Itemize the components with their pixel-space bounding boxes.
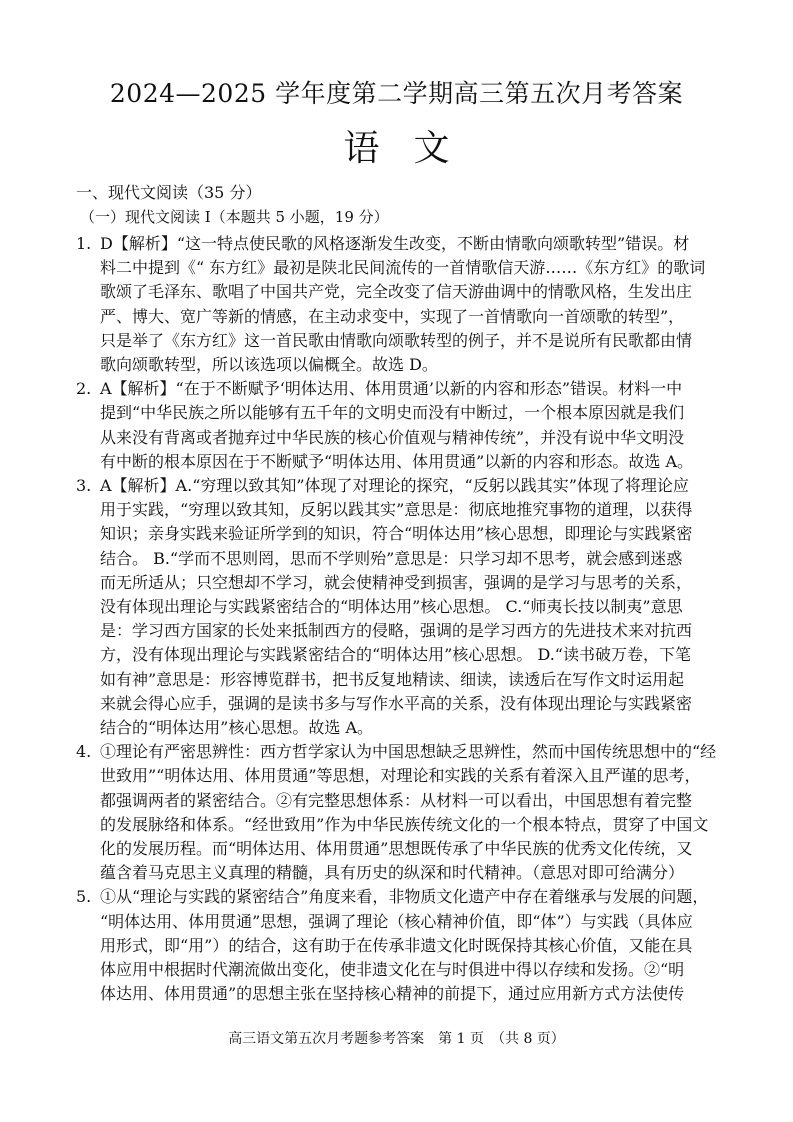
answer-line: 方，没有体现出理论与实践紧密结合的“明体达用”核心思想。 D.“读书破万卷，下笔 [100, 645, 691, 665]
answer-number: 5. [76, 887, 92, 907]
answer-number: 4. [76, 742, 92, 762]
answer-line: 用于实践，“穷理以致其知，反躬以践其实”意思是：彻底地推究事物的道理，以获得 [100, 500, 693, 520]
answer-text [100, 377, 724, 474]
page-footer: 高三语文第五次月考题参考答案 第 1 页 （共 8 页） [228, 1031, 565, 1047]
answer-line: 蕴含着马克思主义真理的精髓，具有历史的纵深和时代精神。（意思对即可给满分） [100, 863, 685, 883]
answer-line: ①从“理论与实践的紧密结合”角度来看，非物质文化遗产中存在着继承与发展的问题， [100, 887, 709, 907]
answer-line: 没有体现出理论与实践紧密结合的“明体达用”核心思想。 C.“师夷长技以制夷”意思 [100, 597, 683, 617]
answer-line: “明体达用、体用贯通”思想，强调了理论（核心精神价值，即“体”）与实践（具体应 [100, 911, 693, 931]
answer-text [100, 232, 724, 377]
answer-line: ①理论有严密思辨性：西方哲学家认为中国思想缺乏思辨性，然而中国传统思想中的“经 [100, 742, 717, 762]
answer-item [76, 740, 724, 885]
answer-text [100, 474, 724, 740]
document-title: 2024—2025 学年度第二学期高三第五次月考答案 [109, 79, 684, 108]
answer-item [76, 377, 724, 474]
answer-line: 是：学习西方国家的长处来抵制西方的侵略，强调的是学习西方的先进技术来对抗西 [100, 621, 693, 641]
answer-line: 歌颂了毛泽东、歌唱了中国共产党，完全改变了信天游曲调中的情歌风格，生发出庄 [100, 282, 693, 302]
answer-line: 从来没有背离或者抛弃过中华民族的核心价值观与精神传统”，并没有说中华文明没 [100, 427, 685, 447]
answer-line: 体应用中根据时代潮流做出变化，使非遗文化在与时俱进中得以存续和发扬。②“明 [100, 960, 685, 980]
answer-line: 用形式，即“用”）的结合，这有助于在传承非遗文化时既保持其核心价值，又能在具 [100, 935, 693, 955]
answer-line: A【解析】A.“穷理以致其知”体现了对理论的探究，“反躬以践其实”体现了将理论应 [100, 476, 689, 496]
answer-text [100, 885, 724, 1006]
answer-number: 2. [76, 379, 92, 399]
answer-line: 而无所适从；只空想却不学习，就会使精神受到损害，强调的是学习与思考的关系， [100, 572, 693, 592]
answer-line: 料二中提到《“ 东方红》最初是陕北民间流传的一首情歌信天游……《东方红》的歌词 [100, 258, 706, 278]
answer-text [100, 740, 724, 885]
answer-line: D【解析】“这一特点使民歌的风格逐渐发生改变，不断由情歌向颂歌转型”错误。材 [100, 234, 690, 253]
answer-line: 只是举了《东方红》这一首民歌由情歌向颂歌转型的例子，并不是说所有民歌都由情 [100, 330, 693, 350]
answer-item [76, 885, 724, 1006]
section-heading: 一、现代文阅读（35 分） [76, 183, 262, 202]
subsection-heading: （一）现代文阅读 Ⅰ（本题共 5 小题，19 分） [80, 208, 389, 226]
answer-number: 1. [76, 234, 92, 253]
answer-line: 提到“中华民族之所以能够有五千年的文明史而没有中断过，一个根本原因就是我们 [100, 403, 685, 423]
answer-list [76, 232, 724, 1007]
answer-line: 的发展脉络和体系。“经世致用”作为中华民族传统文化的一个根本特点，贯穿了中国文 [100, 814, 709, 834]
answer-line: 体达用、体用贯通”的思想主张在坚持核心精神的前提下，通过应用新方式方法使传 [100, 984, 685, 1004]
answer-line: 化的发展历程。而“明体达用、体用贯通”思想既传承了中华民族的优秀文化传统，又 [100, 839, 693, 859]
answer-line: 严、博大、宽广等新的情感，在主动求变中，实现了一首情歌向一首颂歌的转型”， [100, 306, 685, 326]
answer-line: 世致用”“明体达用、体用贯通”等思想，对理论和实践的关系有着深入且严谨的思考， [100, 766, 701, 786]
answer-line: 来就会得心应手，强调的是读书多与写作水平高的关系，没有体现出理论与实践紧密 [100, 693, 693, 713]
answer-line: 如有神”意思是：形容博览群书，把书反复地精读、细读，读透后在写作文时运用起 [100, 669, 685, 689]
answer-line: 有中断的根本原因在于不断赋予“明体达用、体用贯通”以新的内容和形态。故选 A。 [100, 451, 694, 471]
answer-item [76, 232, 724, 377]
answer-number: 3. [76, 476, 92, 496]
answer-line: 歌向颂歌转型，所以该选项以偏概全。故选 D。 [100, 355, 438, 375]
answer-line: 结合的“明体达用”核心思想。故选 A。 [100, 718, 374, 738]
answer-item [76, 474, 724, 740]
answer-line: 知识；亲身实践来验证所学到的知识，符合“明体达用”核心思想，即理论与实践紧密 [100, 524, 693, 544]
answer-line: 都强调两者的紧密结合。②有完整思想体系：从材料一可以看出，中国思想有着完整 [100, 790, 693, 810]
answer-line: 结合。 B.“学而不思则罔，思而不学则殆”意思是：只学习却不思考，就会感到迷惑 [100, 548, 683, 568]
subject-title: 语文 [343, 128, 484, 169]
answer-line: A【解析】“在于不断赋予‘明体达用、体用贯通’以新的内容和形态”错误。材料一中 [100, 379, 683, 399]
